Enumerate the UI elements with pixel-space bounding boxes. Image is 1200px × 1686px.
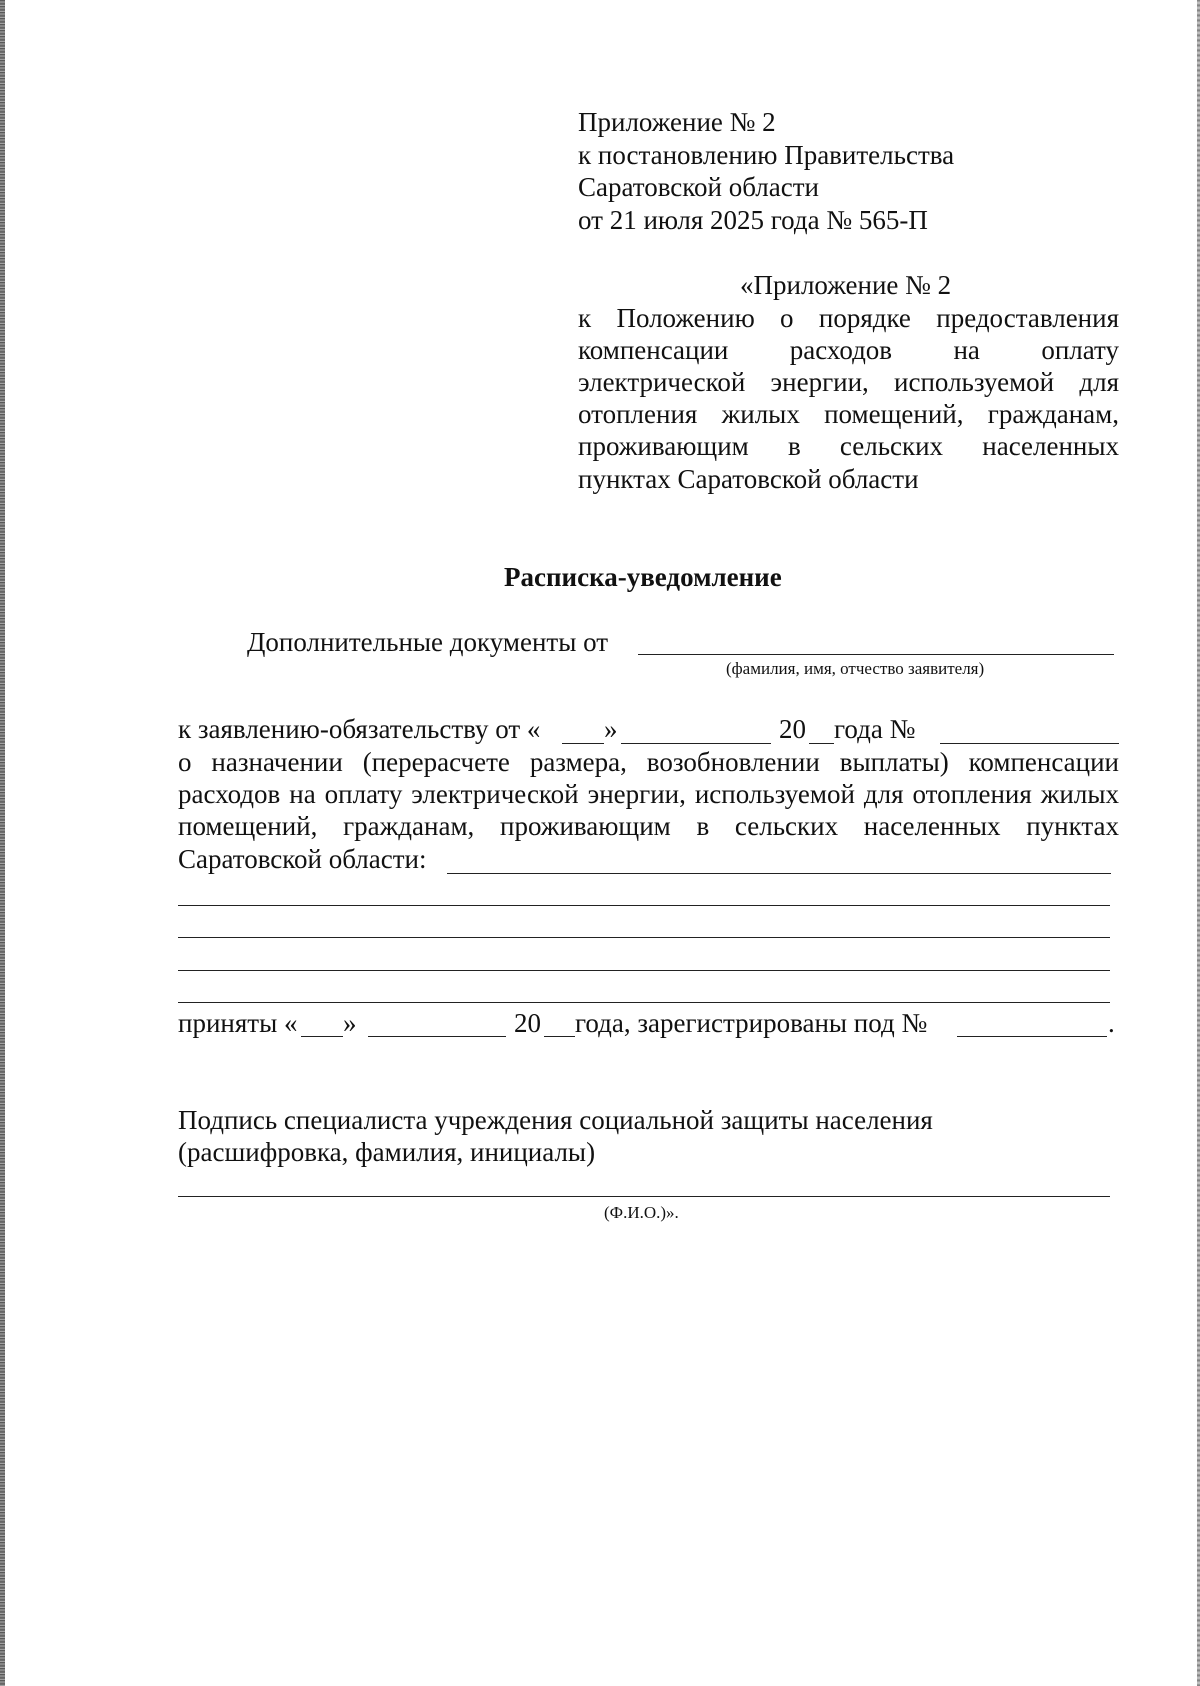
accepted-close-quote: » [343,1008,357,1038]
accepted-year-prefix: 20 [514,1008,541,1038]
appendix-title: «Приложение № 2 [740,270,952,300]
applicant-name-line[interactable] [638,654,1114,655]
body-line-2: расходов на оплату электрической энергии, используемой для отопления жилых [178,779,1119,809]
appendix-line-3: электрической энергии, используемой для [578,367,1119,397]
application-day-blank[interactable] [562,743,604,744]
signature-line-2: (расшифровка, фамилия, инициалы) [178,1137,596,1167]
signature-fio-line[interactable] [178,1196,1110,1197]
registration-number-blank[interactable] [957,1036,1107,1037]
application-close-quote: » [604,714,618,744]
application-year-suffix: года № [834,714,916,744]
header-line-2: к постановлению Правительства [578,140,955,170]
application-year-blank[interactable] [809,743,834,744]
documents-list-line-4[interactable] [178,970,1110,971]
applicant-caption: (фамилия, имя, отчество заявителя) [726,659,985,678]
appendix-line-2: компенсации расходов на оплату [578,335,1119,365]
accepted-suffix: года, зарегистрированы под № [575,1008,928,1038]
documents-list-line-5[interactable] [178,1002,1110,1003]
appendix-line-6: пунктах Саратовской области [578,464,919,494]
application-prefix: к заявлению-обязательству от « [178,714,541,744]
appendix-line-1: к Положению о порядке предоставления [578,303,1119,333]
header-line-4: от 21 июля 2025 года № 565-П [578,205,928,235]
region-label: Саратовской области: [178,844,427,874]
appendix-line-5: проживающим в сельских населенных [578,431,1119,461]
appendix-line-4: отопления жилых помещений, гражданам, [578,399,1119,429]
fio-caption: (Ф.И.О.)». [604,1203,679,1222]
header-line-3: Саратовской области [578,172,819,202]
accepted-end: . [1108,1008,1115,1038]
application-month-blank[interactable] [621,743,771,744]
accepted-month-blank[interactable] [368,1036,506,1037]
accepted-day-blank[interactable] [301,1036,343,1037]
body-line-3: помещений, гражданам, проживающим в сельских населенных пунктах [178,811,1119,841]
application-number-blank[interactable] [940,743,1119,744]
accepted-prefix: приняты « [178,1008,298,1038]
body-line-1: о назначении (перерасчете размера, возобновлении выплаты) компенсации [178,747,1119,777]
application-year-prefix: 20 [779,714,806,744]
docs-from-label: Дополнительные документы от [247,627,609,657]
signature-line-1: Подпись специалиста учреждения социальной защиты населения [178,1105,933,1135]
form-title: Расписка-уведомление [504,562,782,592]
accepted-year-blank[interactable] [544,1036,575,1037]
scan-edge-left [0,0,5,1686]
documents-list-line-1[interactable] [447,873,1111,874]
documents-list-line-3[interactable] [178,937,1110,938]
header-line-1: Приложение № 2 [578,107,776,137]
documents-list-line-2[interactable] [178,905,1110,906]
